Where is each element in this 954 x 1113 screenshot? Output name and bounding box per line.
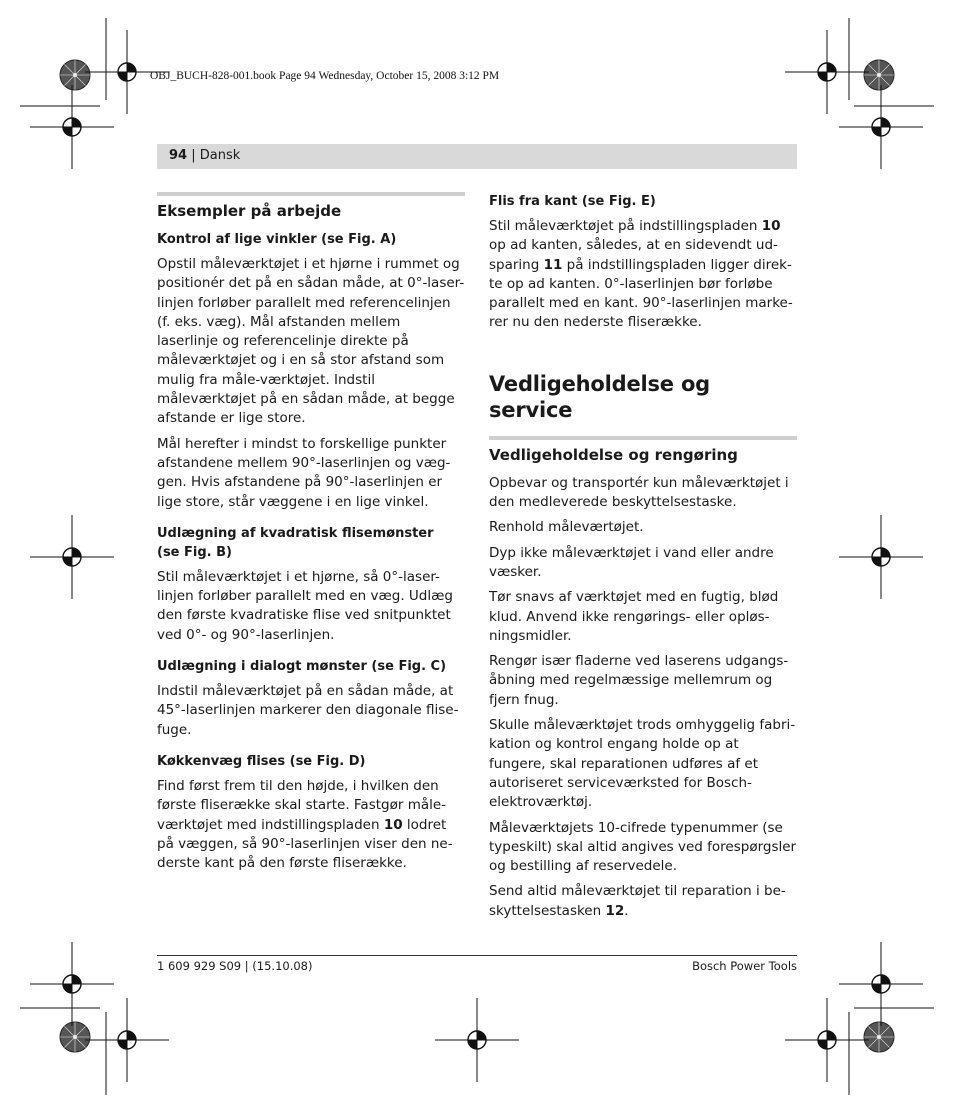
paragraph: Rengør især fladerne ved laserens udgangs-åbning med regelmæssige mellemrum og fjern fnug. <box>489 653 789 708</box>
heading-dialogt: Udlægning i dialogt mønster (se Fig. C) <box>157 659 447 675</box>
paragraph: Opstil måleværktøjet i et hjørne i rummet og positionér det på en sådan måde, at 0°-laser-linjen forløber parallelt med referencelinjen (f. eks. væg). Mål afstanden mellem laserlinje og referencelinje direkte på måleværktøjet og i en så stor afstand som mulig fra måle-værktøjet. Indstil måleværktøjet på en sådan måde, at begge afstande er lige store. <box>157 256 465 427</box>
heading-flis: Flis fra kant (se Fig. E) <box>489 194 656 209</box>
ref-number: 10 <box>761 218 781 234</box>
service-title: Vedligeholdelse og service <box>489 371 711 422</box>
paragraph: Stil måleværktøjet i et hjørne, så 0°-laser-linjen forløber parallelt med en væg. Udlæg den første kvadratiske flise ved snitpunktet ved 0°- og 90°-laserlinjen. <box>157 568 453 643</box>
footer-doc-number: 1 609 929 S09 | (15.10.08) <box>157 959 313 973</box>
section-title-examples: Eksempler på arbejde <box>157 202 342 220</box>
paragraph: Opbevar og transportér kun måleværktøjet i den medleverede beskyttelsestaske. <box>489 474 789 511</box>
heading-koekkenvaeg: Køkkenvæg flises (se Fig. D) <box>157 753 366 769</box>
paragraph: Skulle måleværktøjet trods omhyggelig fabri-kation og kontrol engang holde op at fungere, skal reparationen udføres af et autoriseret serviceværksted for Bosch-elektroværktøj. <box>489 717 796 811</box>
paragraph: Måleværktøjets 10-cifrede typenummer (se typeskilt) skal altid angives ved forespørgsler og bestilling af reservedele. <box>489 819 797 875</box>
footer-rule <box>157 955 797 956</box>
ref-number: 10 <box>383 816 403 833</box>
heading-kontrol: Kontrol af lige vinkler (se Fig. A) <box>157 232 397 247</box>
section-rule <box>489 436 797 440</box>
ref-number: 12 <box>605 902 625 919</box>
page-number: 94 <box>169 148 188 163</box>
left-column <box>157 192 465 879</box>
paragraph: Send altid måleværktøjet til reparation i be-skyttelsestasken 12. <box>489 883 786 919</box>
print-slug: OBJ_BUCH-828-001.book Page 94 Wednesday, October 15, 2008 3:12 PM <box>150 70 500 82</box>
right-column <box>489 192 797 927</box>
paragraph: Renhold måleværtøjet. <box>489 519 644 536</box>
page-header <box>157 144 797 169</box>
paragraph: Indstil måleværktøjet på en sådan måde, at 45°-laserlinjen markerer den diagonale flise-fuge. <box>157 683 459 738</box>
header-language: Dansk <box>199 148 241 163</box>
paragraph: Stil måleværktøjet på indstillingspladen 10 op ad kanten, således, at en sidevendt ud-sparing 11 på indstillingspladen ligger direk-te op ad kanten. 0°-laserlinjen bør forløbe parallelt med en kant. 90°-laserlinjen marke-rer nu den nederste fliserække. <box>489 218 793 331</box>
ref-number: 11 <box>543 256 563 273</box>
cleaning-title: Vedligeholdelse og rengøring <box>489 445 738 464</box>
paragraph: Mål herefter i mindst to forskellige punkter afstandene mellem 90°-laserlinjen og væg-gen. Hvis afstandene på 90°-laserlinjen er lige store, står væggene i en lige vinkel. <box>157 435 451 510</box>
paragraph: Tør snavs af værktøjet med en fugtig, blød klud. Anvend ikke rengørings- eller opløs-ningsmidler. <box>489 589 779 644</box>
footer-brand: Bosch Power Tools <box>692 959 797 973</box>
paragraph: Dyp ikke måleværktøjet i vand eller andre væsker. <box>489 544 774 580</box>
header-separator: | <box>187 148 200 163</box>
paragraph: Find først frem til den højde, i hvilken den første fliserække skal starte. Fastgør måle-værktøjet med indstillingspladen 10 lodret på væggen, så 90°-laserlinjen viser den ne-derste kant på den første fliserække. <box>157 777 453 872</box>
heading-kvadratisk: Udlægning af kvadratisk flisemønster (se Fig. B) <box>157 525 434 560</box>
section-rule <box>157 192 465 196</box>
